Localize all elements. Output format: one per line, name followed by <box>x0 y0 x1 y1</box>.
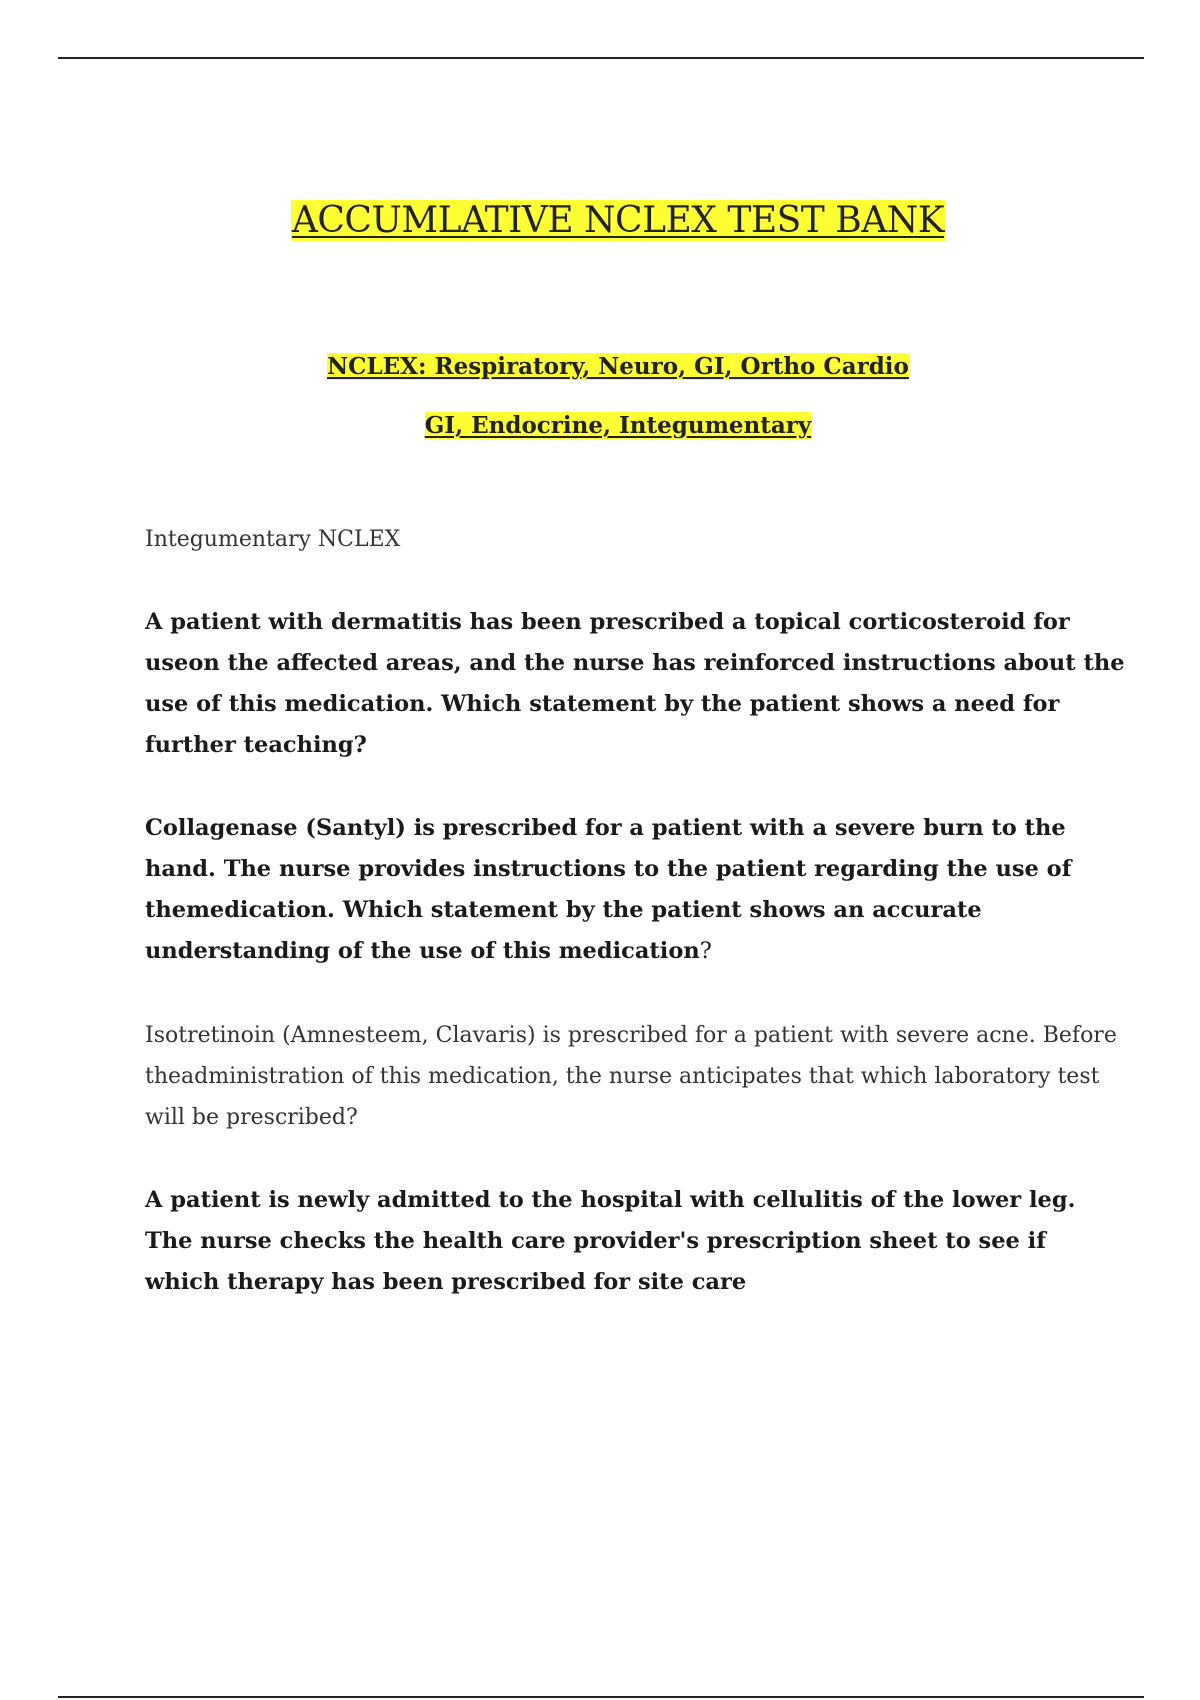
top-divider <box>58 57 1144 59</box>
section-label: Integumentary NCLEX <box>145 527 401 552</box>
document-title-text: ACCUMLATIVE NCLEX TEST BANK <box>291 200 945 241</box>
question-4-text: A patient is newly admitted to the hospital with cellulitis of the lower leg. The nurse checks the health care provider's prescription sheet to see if which therapy has been prescribed for site care <box>145 1187 1076 1295</box>
document-title <box>0 198 1200 243</box>
bottom-divider <box>58 1696 1144 1698</box>
question-4 <box>145 1180 1125 1303</box>
question-2-text: Collagenase (Santyl) is prescribed for a patient with a severe burn to the hand. The nurse provides instructions to the patient regarding the use of themedication. Which statement by the patient shows an accurate understanding of the use of this medication <box>145 815 1072 964</box>
question-2 <box>145 808 1125 972</box>
question-2-tail: ? <box>699 938 712 964</box>
subtitle-line2-text: GI, Endocrine, Integumentary <box>424 412 812 439</box>
question-1 <box>145 602 1125 766</box>
question-3 <box>145 1015 1125 1138</box>
document-subtitle-line2 <box>0 411 1200 441</box>
subtitle-line1-text: NCLEX: Respiratory, Neuro, GI, Ortho Cardio <box>327 353 909 380</box>
question-3-text: Isotretinoin (Amnesteem, Clavaris) is prescribed for a patient with severe acne. Before theadministration of this medication, the nurse anticipates that which laboratory test will be prescribed? <box>145 1023 1117 1130</box>
question-1-text: A patient with dermatitis has been prescribed a topical corticosteroid for useon the affected areas, and the nurse has reinforced instructions about the use of this medication. Which statement by the patient shows a need for further teaching? <box>145 609 1125 758</box>
document-subtitle-line1 <box>0 352 1200 382</box>
